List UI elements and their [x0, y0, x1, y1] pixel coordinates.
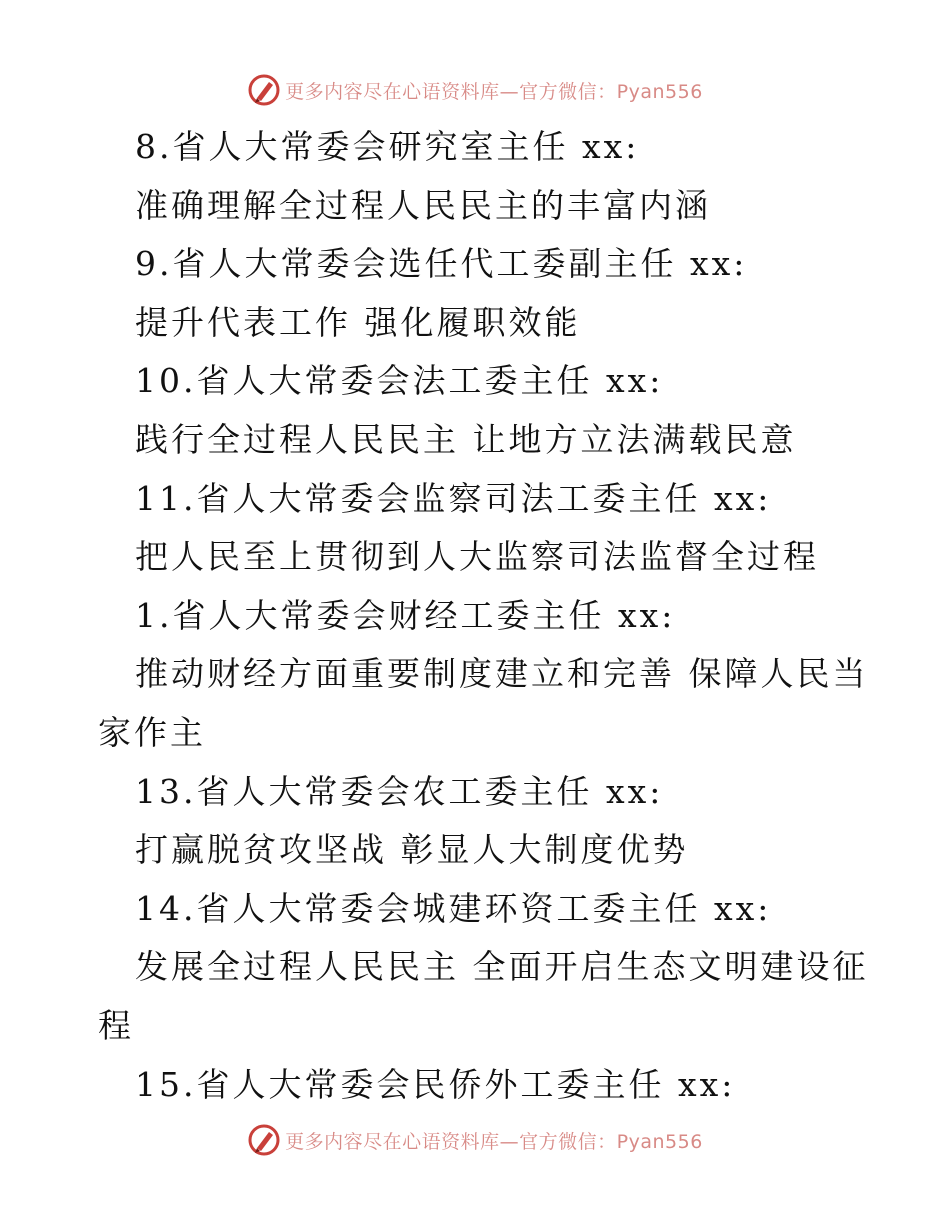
- document-body: [0, 118, 950, 1114]
- title-line-continued: 家作主: [98, 712, 206, 752]
- heading-line: 1.省人大常委会财经工委主任 xx:: [135, 595, 676, 635]
- heading-line: 11.省人大常委会监察司法工委主任 xx:: [135, 478, 772, 518]
- heading-line: 9.省人大常委会选任代工委副主任 xx:: [135, 244, 748, 284]
- title-line: 准确理解全过程人民民主的丰富内涵: [135, 185, 711, 225]
- title-line: 提升代表工作 强化履职效能: [135, 302, 581, 342]
- heading-line: 10.省人大常委会法工委主任 xx:: [135, 361, 664, 401]
- watermark-text: 更多内容尽在心语资料库—官方微信：Pyan556: [285, 80, 703, 103]
- title-line: 把人民至上贯彻到人大监察司法监督全过程: [135, 537, 819, 577]
- heading-line: 14.省人大常委会城建环资工委主任 xx:: [135, 888, 772, 928]
- title-line: 推动财经方面重要制度建立和完善 保障人民当: [135, 654, 869, 694]
- heading-line: 13.省人大常委会农工委主任 xx:: [135, 771, 664, 811]
- watermark-text: 更多内容尽在心语资料库—官方微信：Pyan556: [285, 1130, 703, 1153]
- title-line-continued: 程: [98, 1005, 134, 1045]
- heading-line: 15.省人大常委会民侨外工委主任 xx:: [135, 1064, 736, 1104]
- title-line: 发展全过程人民民主 全面开启生态文明建设征: [135, 947, 869, 987]
- pen-logo-icon: [247, 73, 281, 107]
- title-line: 打赢脱贫攻坚战 彰显人大制度优势: [135, 830, 689, 870]
- pen-logo-icon: [247, 1123, 281, 1157]
- footer-watermark: [0, 1120, 950, 1160]
- heading-line: 8.省人大常委会研究室主任 xx:: [135, 127, 640, 166]
- header-watermark: [0, 70, 950, 110]
- title-line: 践行全过程人民民主 让地方立法满载民意: [135, 419, 797, 459]
